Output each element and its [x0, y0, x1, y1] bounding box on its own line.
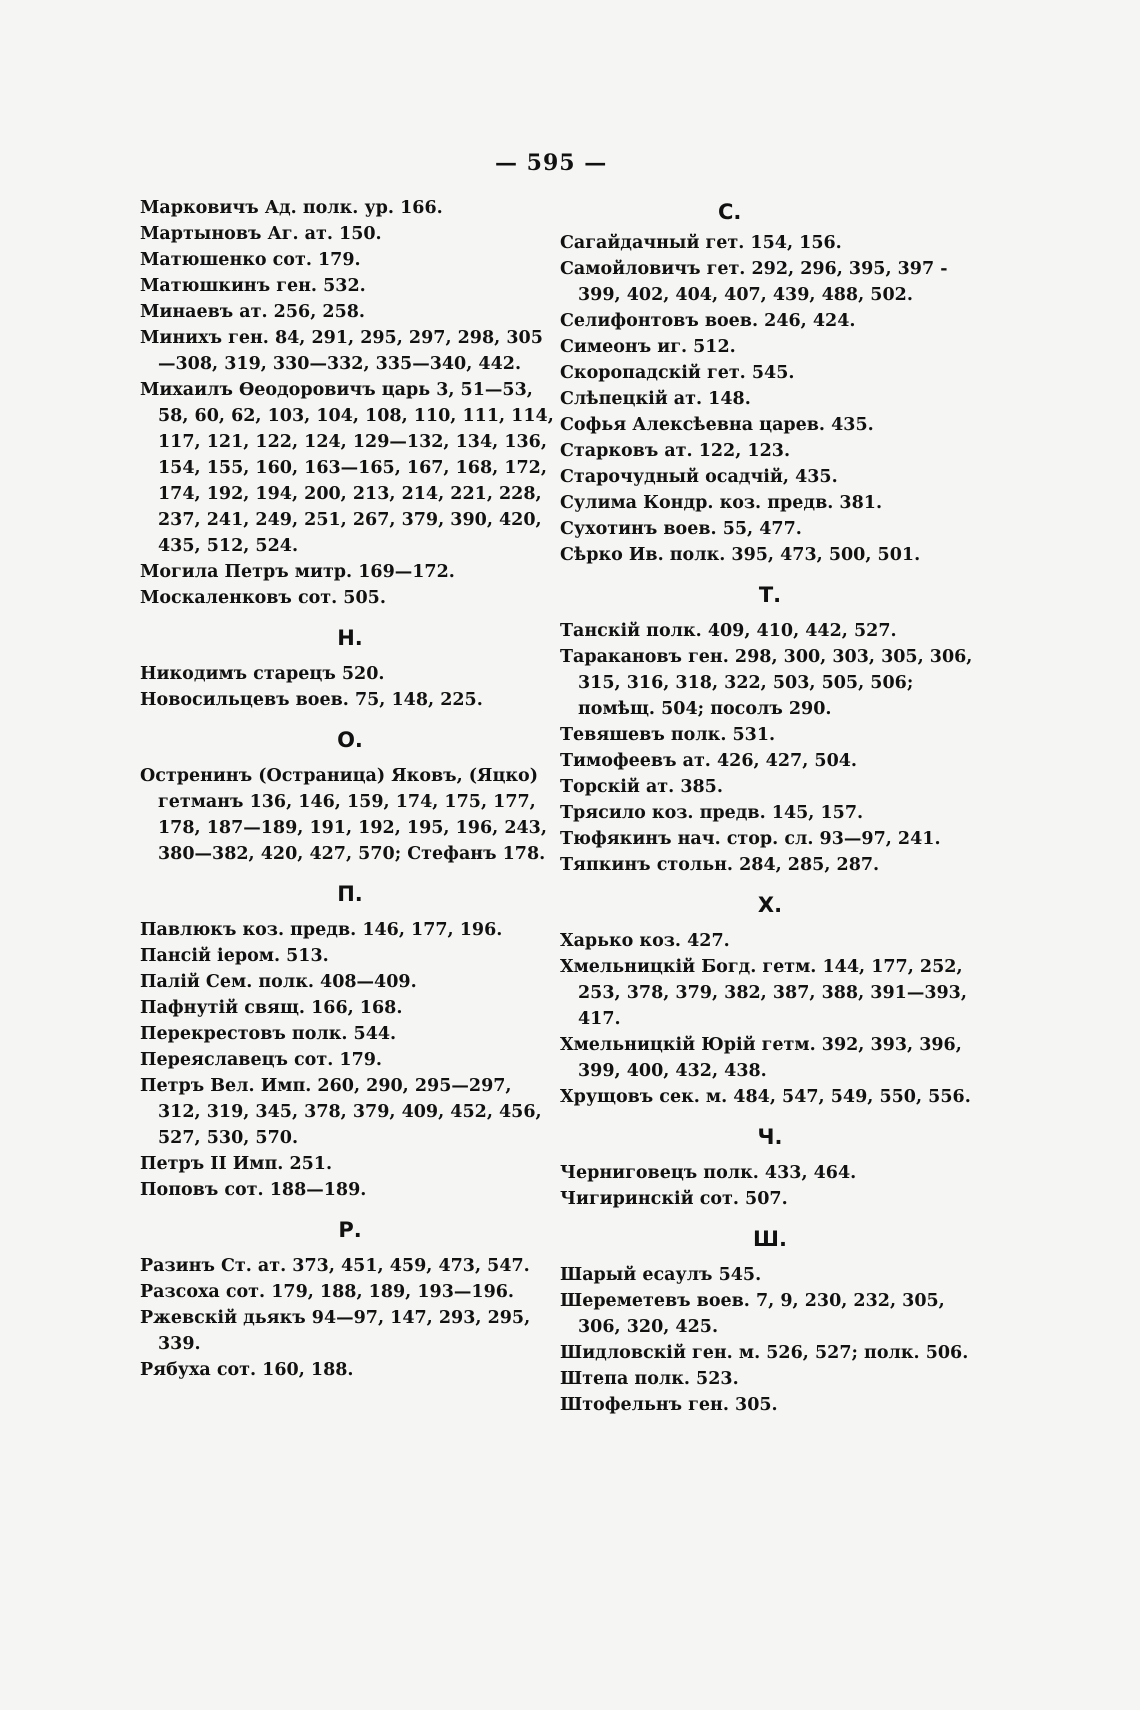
section-heading: П. [337, 882, 363, 906]
index-entry: Рябуха сот. 160, 188. [140, 1360, 354, 1380]
index-column-left [140, 195, 560, 1383]
section-heading: Х. [757, 893, 783, 917]
index-entry: Мартыновъ Аг. ат. 150. [140, 224, 382, 244]
section-heading: Р. [338, 1218, 362, 1242]
index-entry: Матюшенко сот. 179. [140, 250, 361, 270]
index-entry: Михаилъ Өеодоровичъ царь 3, 51—53, 58, 60, 62, 103, 104, 108, 110, 111, 114, 117, 121, 122, 124, 129—132, 134, 136, 154, 155, 160, 163—165, 167, 168, 172, 174, 192, 194, 200, 213, 214, 221, 228, 237, 241, 249, 251, 267, 379, 390, 420, 435, 512, 524. [140, 380, 554, 556]
index-entry: Софья Алексѣевна царев. 435. [560, 415, 874, 435]
index-entry: Тяпкинъ стольн. 284, 285, 287. [560, 855, 880, 875]
index-entry: Сѣрко Ив. полк. 395, 473, 500, 501. [560, 545, 921, 565]
index-entry: Черниговецъ полк. 433, 464. [560, 1163, 857, 1183]
index-entry: Хмельницкій Юрій гетм. 392, 393, 396, 399, 400, 432, 438. [560, 1035, 962, 1081]
index-entry: Чигиринскій сот. 507. [560, 1189, 788, 1209]
index-entry: Москаленковъ сот. 505. [140, 588, 386, 608]
section-heading: Ч. [757, 1125, 783, 1149]
index-entry: Перекрестовъ полк. 544. [140, 1024, 397, 1044]
index-entry: Пансій іером. 513. [140, 946, 329, 966]
index-entry: Старковъ ат. 122, 123. [560, 441, 791, 461]
index-entry: Переяславецъ сот. 179. [140, 1050, 383, 1070]
index-entry: Шереметевъ воев. 7, 9, 230, 232, 305, 306, 320, 425. [560, 1291, 945, 1337]
index-entry: Самойловичъ гет. 292, 296, 395, 397 - 399, 402, 404, 407, 439, 488, 502. [560, 259, 948, 305]
index-entry: Шидловскій ген. м. 526, 527; полк. 506. [560, 1343, 969, 1363]
section-heading: О. [337, 728, 363, 752]
index-entry: Сухотинъ воев. 55, 477. [560, 519, 802, 539]
index-entry: Палій Сем. полк. 408—409. [140, 972, 417, 992]
index-entry: Танскій полк. 409, 410, 442, 527. [560, 621, 897, 641]
index-entry: Могила Петръ митр. 169—172. [140, 562, 455, 582]
index-entry: Старочудный осадчій, 435. [560, 467, 838, 487]
index-entry: Тюфякинъ нач. стор. сл. 93—97, 241. [560, 829, 941, 849]
index-entry: Ржевскій дьякъ 94—97, 147, 293, 295, 339. [140, 1308, 531, 1354]
index-entry: Слѣпецкій ат. 148. [560, 389, 751, 409]
index-entry: Торскій ат. 385. [560, 777, 723, 797]
index-entry: Павлюкъ коз. предв. 146, 177, 196. [140, 920, 503, 940]
index-entry: Хмельницкій Богд. гетм. 144, 177, 252, 253, 378, 379, 382, 387, 388, 391—393, 417. [560, 957, 967, 1029]
index-entry: Штофельнъ ген. 305. [560, 1395, 778, 1415]
index-entry: Сагайдачный гет. 154, 156. [560, 233, 842, 253]
section-heading: Т. [758, 583, 782, 607]
index-entry: Симеонъ иг. 512. [560, 337, 736, 357]
index-entry: Штепа полк. 523. [560, 1369, 739, 1389]
index-entry: Хрущовъ сек. м. 484, 547, 549, 550, 556. [560, 1087, 971, 1107]
page-number: — 595 — [495, 150, 608, 176]
index-entry: Харько коз. 427. [560, 931, 730, 951]
index-entry: Тимофеевъ ат. 426, 427, 504. [560, 751, 858, 771]
index-entry: Тевяшевъ полк. 531. [560, 725, 776, 745]
index-entry: Минихъ ген. 84, 291, 295, 297, 298, 305—308, 319, 330—332, 335—340, 442. [140, 328, 543, 374]
index-entry: Петръ Вел. Имп. 260, 290, 295—297, 312, 319, 345, 378, 379, 409, 452, 456, 527, 530, 570. [140, 1076, 542, 1148]
index-entry: Петръ II Имп. 251. [140, 1154, 333, 1174]
index-entry: Минаевъ ат. 256, 258. [140, 302, 366, 322]
index-entry: Матюшкинъ ген. 532. [140, 276, 366, 296]
index-entry: Разсоха сот. 179, 188, 189, 193—196. [140, 1282, 515, 1302]
index-entry: Остренинъ (Остраница) Яковъ, (Яцко) гетманъ 136, 146, 159, 174, 175, 177, 178, 187—189, 191, 192, 195, 196, 243, 380—382, 420, 427, 570; Стефанъ 178. [140, 766, 547, 864]
index-entry: Поповъ сот. 188—189. [140, 1180, 367, 1200]
index-column-right [560, 230, 980, 1418]
index-entry: Шарый есаулъ 545. [560, 1265, 762, 1285]
index-entry: Марковичъ Ад. полк. ур. 166. [140, 198, 443, 218]
index-entry: Таракановъ ген. 298, 300, 303, 305, 306, 315, 316, 318, 322, 503, 505, 506; помѣщ. 504; посолъ 290. [560, 647, 973, 719]
index-entry: Сулима Кондр. коз. предв. 381. [560, 493, 883, 513]
index-entry: Трясило коз. предв. 145, 157. [560, 803, 864, 823]
section-heading: Ш. [753, 1227, 787, 1251]
index-entry: Разинъ Ст. ат. 373, 451, 459, 473, 547. [140, 1256, 530, 1276]
index-entry: Селифонтовъ воев. 246, 424. [560, 311, 856, 331]
index-entry: Скоропадскій гет. 545. [560, 363, 795, 383]
index-entry: Никодимъ старецъ 520. [140, 664, 385, 684]
section-heading: С. [718, 200, 742, 224]
index-entry: Новосильцевъ воев. 75, 148, 225. [140, 690, 483, 710]
section-heading: Н. [337, 626, 363, 650]
index-entry: Пафнутій свящ. 166, 168. [140, 998, 403, 1018]
